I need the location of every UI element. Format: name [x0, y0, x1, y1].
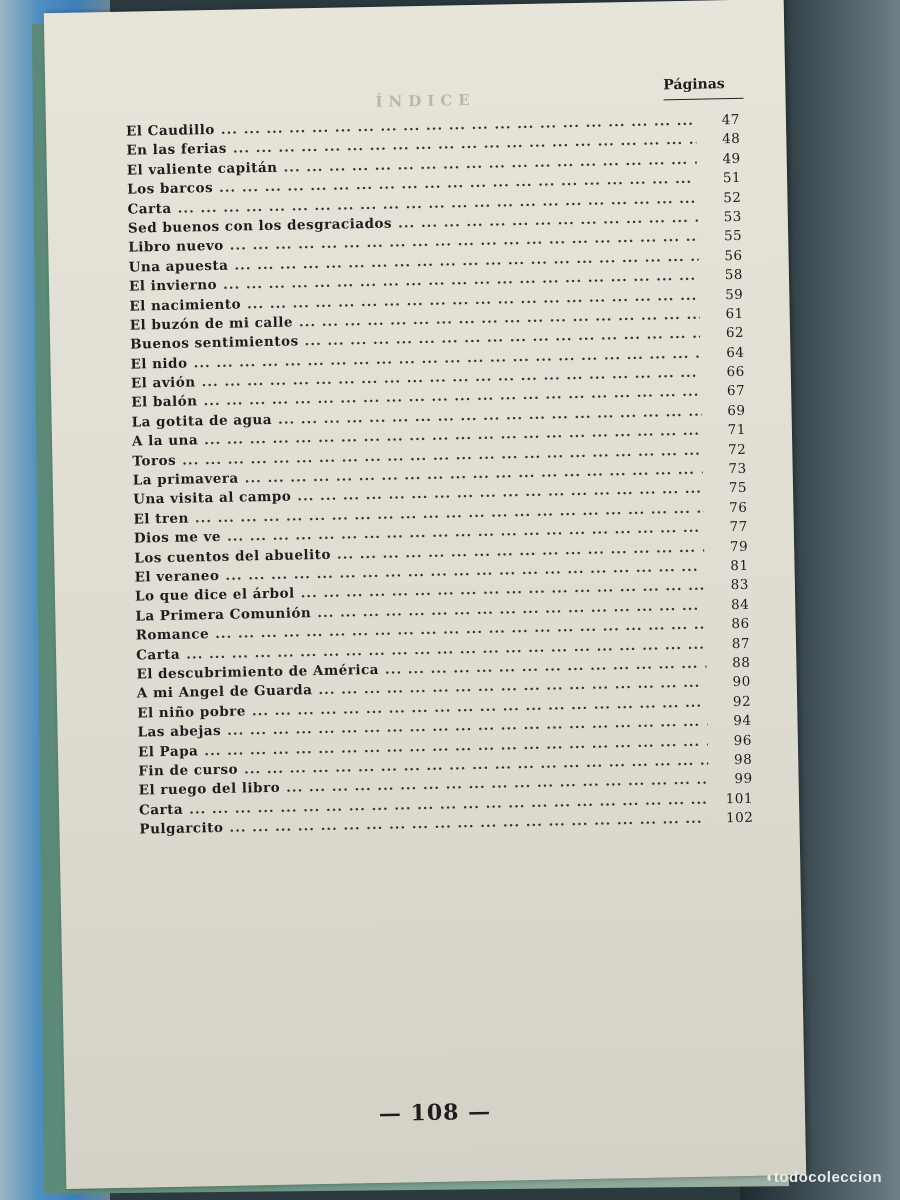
toc-entry-title: Pulgarcito — [139, 819, 224, 838]
toc-entry-page: 77 — [729, 518, 748, 536]
toc-entry-page: 58 — [724, 266, 744, 284]
toc-entry-title: El niño pobre — [137, 703, 247, 722]
toc-entry-title: A la una — [131, 432, 199, 450]
toc-entry-title: Fin de curso — [138, 761, 239, 780]
watermark-text: todocoleccion — [773, 1169, 882, 1186]
toc-entry-page: 67 — [726, 383, 746, 400]
toc-entry-title: Lo que dice el árbol — [134, 585, 295, 605]
toc-entry-page: 79 — [729, 538, 749, 555]
toc-entry-page: 66 — [726, 363, 745, 381]
toc-entry-title: Sed buenos con los desgraciados — [127, 215, 393, 237]
running-head: ÍNDICE — [375, 90, 476, 111]
toc-entry-page: 88 — [732, 654, 751, 672]
toc-entry-page: 62 — [725, 325, 745, 342]
toc-entry-title: El avión — [130, 374, 196, 392]
toc-entry-page: 102 — [725, 809, 754, 827]
toc-entry-page: 76 — [729, 499, 748, 516]
toc-entry-page: 98 — [733, 751, 753, 768]
toc-entry-title: La primavera — [132, 470, 239, 489]
toc-entry-page: 73 — [728, 460, 747, 478]
book-page — [44, 0, 806, 1189]
toc-entry-page: 75 — [728, 480, 748, 497]
toc-entry-title: El nido — [130, 355, 188, 373]
toc-entry-title: El invierno — [128, 277, 218, 295]
toc-entry-page: 59 — [724, 286, 744, 303]
toc-entry-title: Carta — [138, 801, 184, 819]
toc-entry-title: Dios me ve — [133, 529, 222, 547]
toc-entry-title: Las abejas — [137, 723, 222, 741]
toc-entry-title: El descubrimiento de América — [136, 661, 380, 683]
toc-entry-title: El buzón de mi calle — [129, 314, 294, 334]
toc-entry-page: 72 — [727, 441, 747, 458]
toc-entry-title: El Caudillo — [125, 121, 215, 140]
toc-entry-page: 47 — [721, 111, 741, 129]
toc-entry-title: Carta — [135, 646, 181, 664]
toc-entry-page: 64 — [726, 344, 745, 361]
toc-entry-page: 49 — [722, 150, 741, 167]
watermark — [764, 1169, 882, 1186]
toc-entry-title: El balón — [131, 393, 198, 412]
toc-entry-page: 84 — [730, 596, 750, 613]
toc-entry-page: 69 — [727, 402, 746, 420]
toc-entry-page: 86 — [731, 615, 750, 633]
toc-entry-page: 94 — [733, 712, 752, 730]
toc-entry-title: Buenos sentimientos — [130, 333, 299, 353]
toc-entry-page: 101 — [725, 790, 754, 807]
toc-entry-title: Toros — [132, 452, 177, 470]
toc-entry-page: 55 — [723, 228, 743, 245]
toc-entry-title: El valiente capitán — [126, 159, 278, 179]
toc-entry-title: Romance — [135, 626, 210, 644]
toc-entry-title: El tren — [133, 510, 190, 528]
toc-entry-page: 99 — [734, 771, 753, 788]
toc-entry-page: 92 — [732, 693, 752, 710]
toc-entry-page: 51 — [722, 170, 742, 187]
toc-entry-title: Una apuesta — [128, 257, 229, 276]
table-of-contents — [126, 112, 754, 841]
toc-entry-page: 87 — [731, 635, 751, 652]
toc-entry-title: El veraneo — [134, 567, 220, 586]
page-number: — 108 — — [378, 1098, 492, 1127]
toc-entry-page: 83 — [730, 577, 750, 594]
toc-entry-title: El Papa — [137, 742, 199, 761]
toc-entry-title: Los cuentos del abuelito — [134, 546, 332, 567]
toc-entry-page: 96 — [733, 732, 753, 749]
toc-entry-title: La Primera Comunión — [135, 604, 312, 625]
toc-entry-title: Carta — [127, 200, 172, 218]
toc-entry-page: 56 — [724, 247, 743, 264]
toc-entry-page: 71 — [727, 422, 747, 439]
toc-entry-page: 61 — [725, 305, 744, 323]
pages-column-header: Páginas — [663, 76, 743, 101]
toc-entry-page: 53 — [723, 208, 742, 226]
toc-entry-page: 52 — [723, 189, 742, 206]
toc-entry-title: Los barcos — [127, 180, 214, 198]
toc-entry-title: La gotita de agua — [131, 411, 273, 431]
toc-entry-page: 81 — [730, 557, 749, 575]
toc-entry-title: El nacimiento — [129, 295, 242, 315]
toc-entry-title: Libro nuevo — [128, 238, 224, 256]
toc-entry-page: 90 — [732, 674, 751, 691]
toc-entry-title: A mi Angel de Guarda — [136, 682, 313, 702]
toc-entry-title: El ruego del libro — [138, 780, 281, 799]
toc-entry-page: 48 — [721, 131, 741, 148]
toc-entry-title: En las ferias — [126, 141, 228, 160]
toc-entry-title: Una visita al campo — [132, 488, 292, 509]
watermark-logo-icon: ◖ — [764, 1169, 774, 1186]
